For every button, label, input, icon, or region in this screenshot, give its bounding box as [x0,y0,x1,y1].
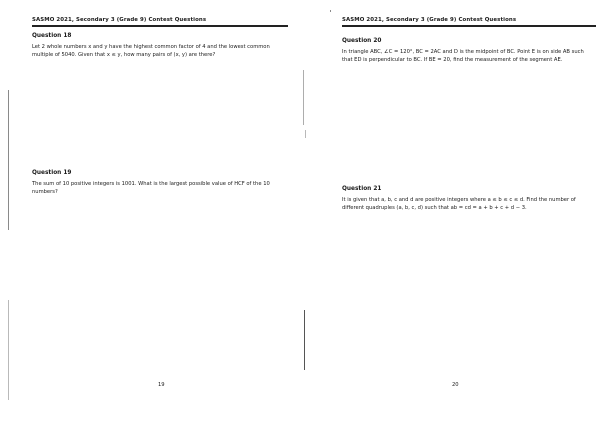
header-title: SASMO 2021, Secondary 3 (Grade 9) Contest Questions [32,17,207,23]
scan-dot [330,10,331,12]
question-18 [32,33,282,59]
question-title: Question 19 [32,170,72,176]
question-20 [342,38,592,64]
question-body: It is given that a, b, c and d are positive integers where a ≤ b ≤ c ≤ d. Find the number of different quadruples (a, b, c, d) such that ab = cd = a + b + c + d − 3. [342,197,576,211]
question-title: Question 20 [342,38,382,44]
page-number: 19 [158,382,165,388]
question-19 [32,170,282,196]
question-21 [342,186,592,212]
scan-edge-mark [8,90,9,230]
right-page [300,0,600,424]
header-rule [342,25,596,27]
question-body: The sum of 10 positive integers is 1001. What is the largest possible value of HCF of the 10 numbers? [32,181,270,195]
binding-mark [305,130,306,138]
question-body: In triangle ABC, ∠C = 120°, BC = 2AC and D is the midpoint of BC. Point E is on side AB such that ED is perpendicular to BC. If BE = 20, find the measurement of the segment AE. [342,49,584,63]
question-body: Let 2 whole numbers x and y have the highest common factor of 4 and the lowest common multiple of 5040. Given that x ≤ y, how many pairs of (x, y) are there? [32,44,270,58]
page-number: 20 [452,382,459,388]
scan-edge-mark [8,300,9,400]
page-header [342,17,596,27]
binding-mark [304,310,305,370]
binding-mark [303,70,304,125]
page-header [32,17,288,27]
header-title: SASMO 2021, Secondary 3 (Grade 9) Contest Questions [342,17,517,23]
header-rule [32,25,288,27]
question-title: Question 21 [342,186,382,192]
question-title: Question 18 [32,33,72,39]
